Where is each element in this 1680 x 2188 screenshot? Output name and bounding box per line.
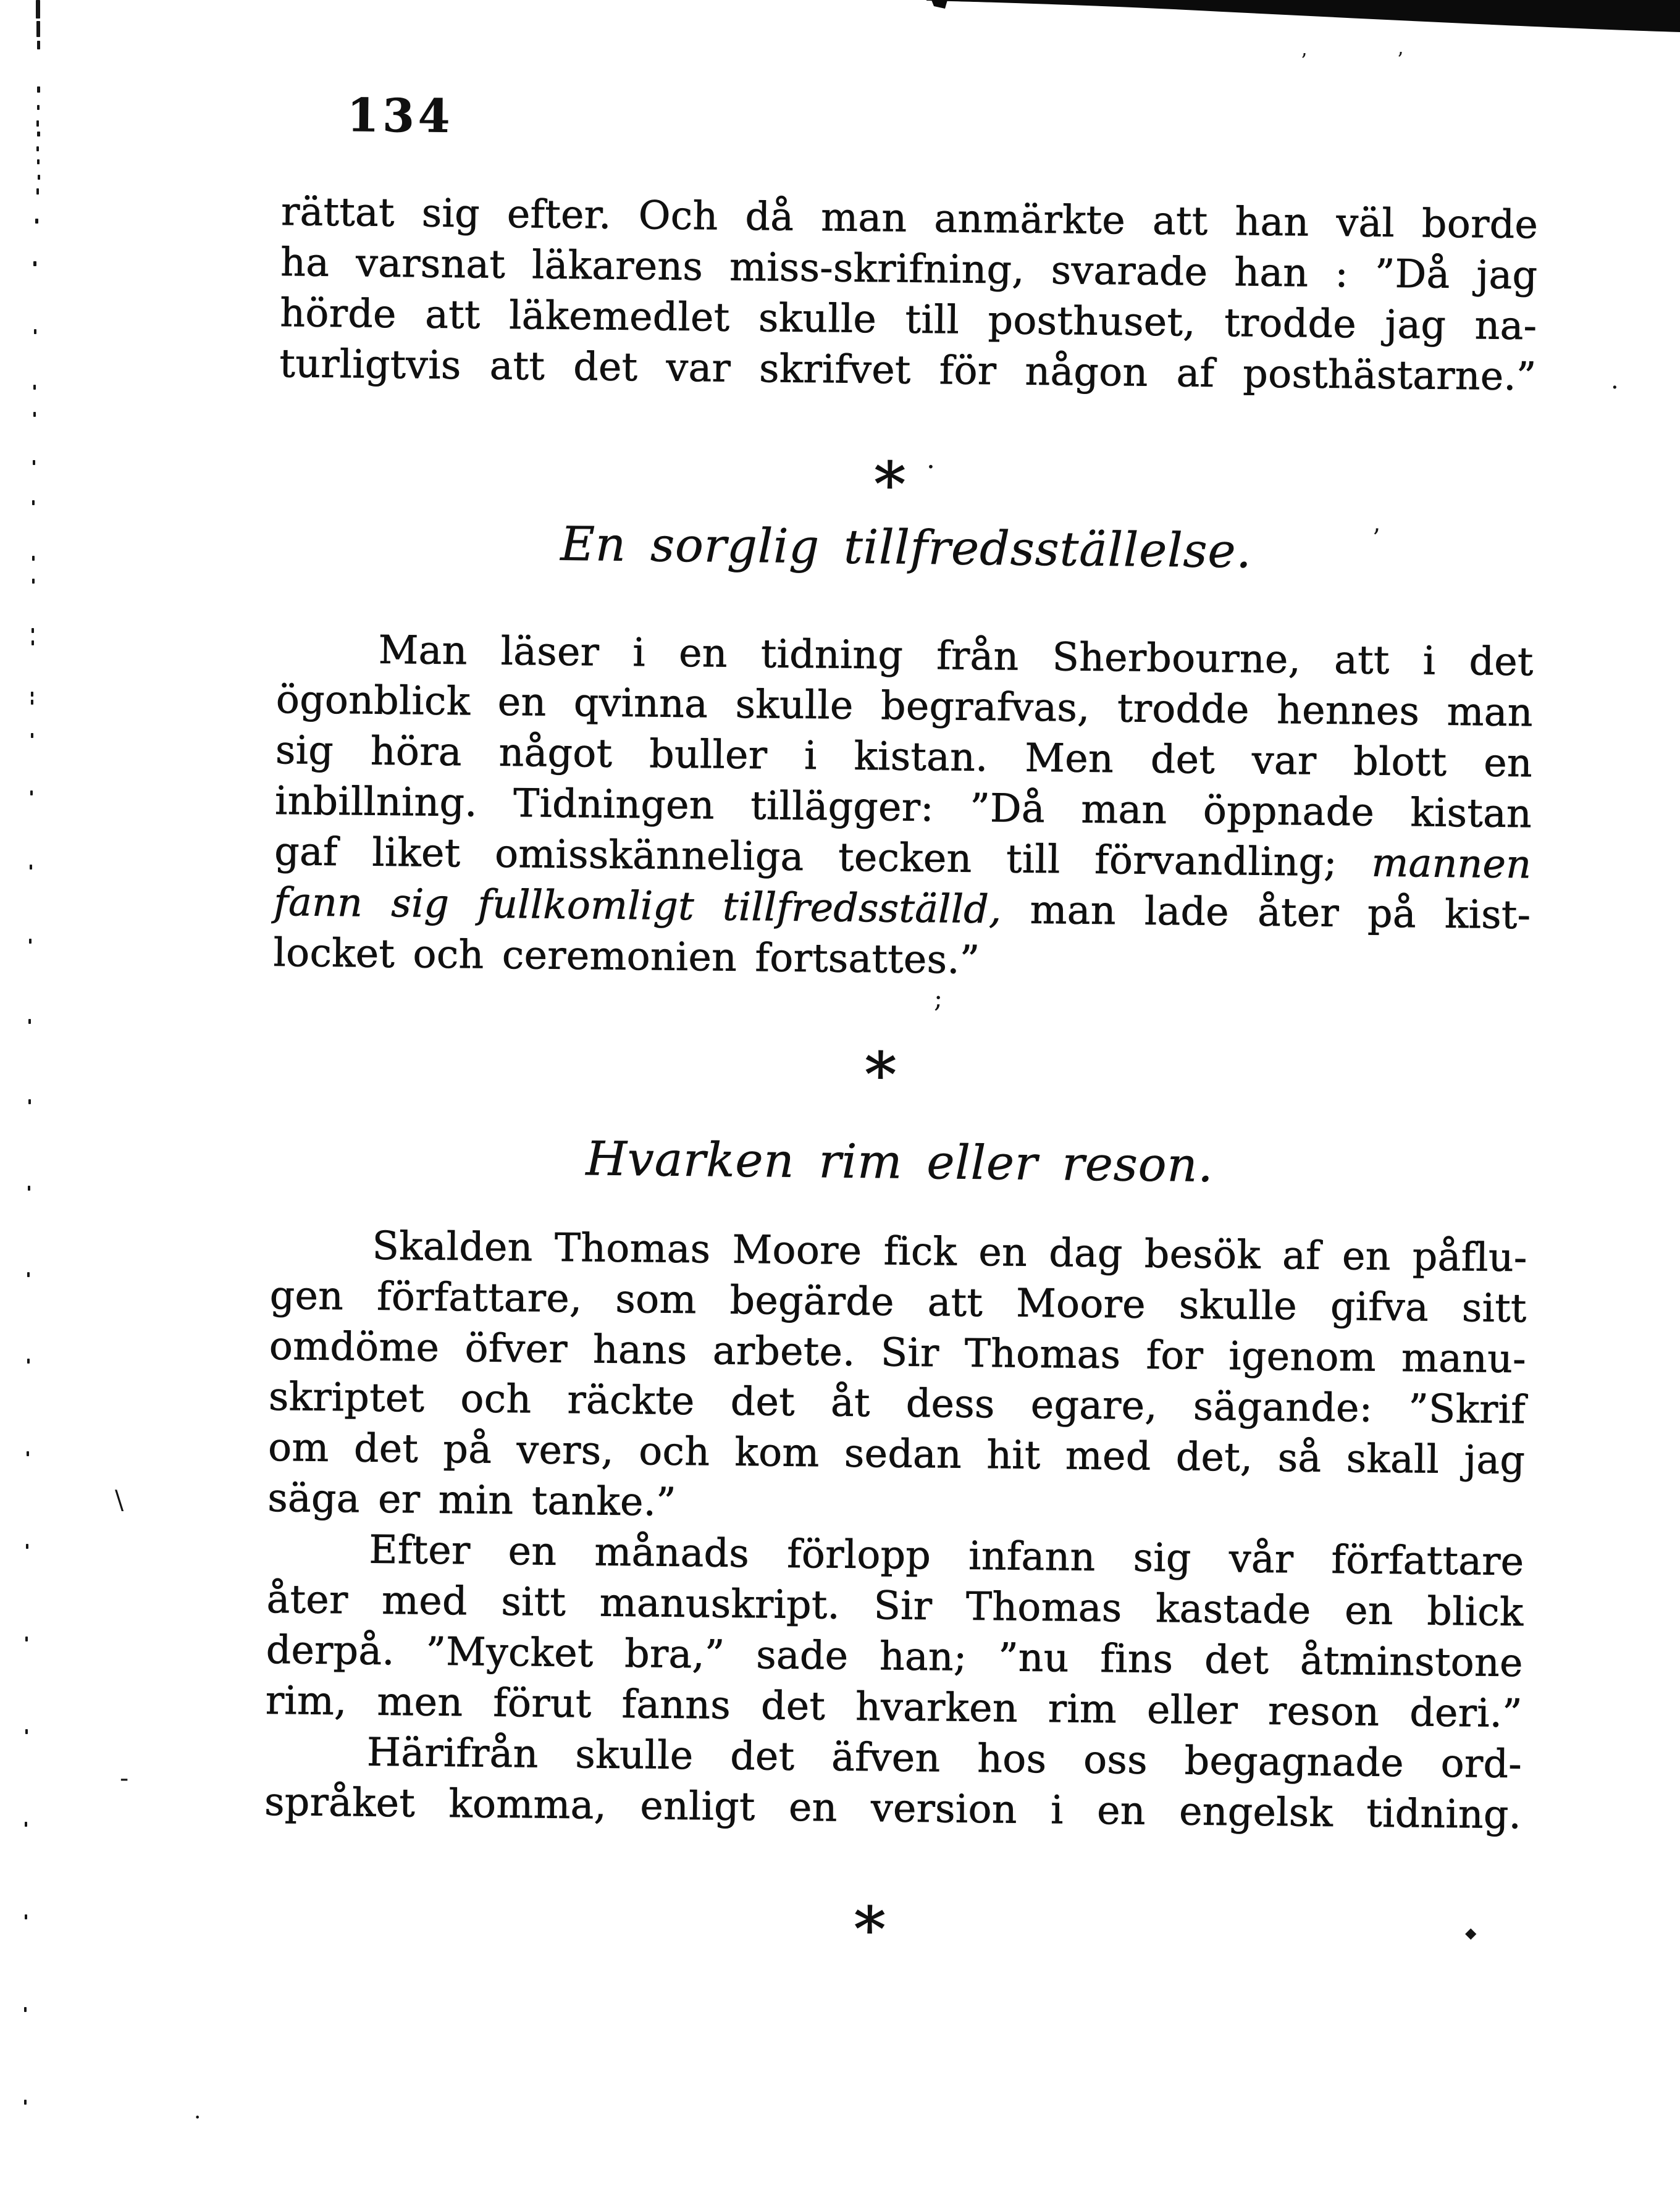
text-segment: omdöme öfver hans arbete. Sir Thomas for igenom manu- bbox=[269, 1323, 1527, 1382]
paragraph bbox=[264, 1726, 1522, 1840]
text-segment: hörde att läkemedlet skulle till posthuset, trodde jag na- bbox=[280, 290, 1537, 349]
scan-speck bbox=[28, 1186, 30, 1191]
text-segment: åter med sitt manuskript. Sir Thomas kastade en blick bbox=[266, 1576, 1524, 1635]
scan-mark: ’ bbox=[1372, 524, 1380, 553]
text-segment: Skalden Thomas Moore fick en dag besök af en påflu- bbox=[372, 1223, 1527, 1281]
scan-speck bbox=[36, 0, 40, 19]
text-segment: derpå. ”Mycket bra,” sade han; ”nu fins det åtminstone bbox=[266, 1627, 1524, 1686]
text-segment: gaf liket omisskänneliga tecken till förvandling; bbox=[274, 828, 1372, 886]
scan-speck bbox=[24, 2007, 27, 2012]
scan-speck bbox=[27, 1451, 29, 1456]
text-segment: språket komma, enligt en version i en engelsk tidning. bbox=[264, 1779, 1522, 1838]
scan-speck bbox=[36, 146, 39, 151]
text-segment: om det på vers, och kom sedan hit med det, så skall jag bbox=[267, 1424, 1526, 1483]
scan-speck bbox=[37, 105, 40, 110]
section-heading: Hvarken rim eller reson. bbox=[586, 1131, 1214, 1193]
asterisk-separator: * bbox=[865, 1038, 897, 1112]
scan-speck bbox=[36, 188, 39, 195]
scan-speck bbox=[35, 219, 38, 224]
asterisk-separator: * bbox=[874, 448, 906, 521]
text-segment: skriptet och räckte det åt dess egare, sägande: ”Skrif bbox=[268, 1373, 1526, 1433]
scan-mark: ◆ bbox=[1465, 1924, 1477, 1942]
paragraph bbox=[279, 187, 1538, 402]
text-segment: ögonblick en qvinna skulle begrafvas, trodde hennes man bbox=[275, 676, 1534, 736]
scan-speck bbox=[32, 640, 34, 645]
scan-speck bbox=[31, 733, 33, 738]
scan-speck bbox=[33, 261, 36, 266]
asterisk-separator: * bbox=[854, 1893, 886, 1966]
scan-speck bbox=[37, 41, 40, 49]
scan-speck bbox=[32, 628, 34, 633]
text-segment: sig höra något buller i kistan. Men det var blott en bbox=[275, 727, 1533, 786]
text-segment: rättat sig efter. Och då man anmärkte att han väl borde bbox=[280, 189, 1539, 248]
scan-speck bbox=[36, 120, 39, 127]
scan-speck bbox=[29, 939, 32, 944]
scan-speck bbox=[28, 1099, 31, 1104]
scan-speck bbox=[31, 692, 33, 697]
paragraph bbox=[266, 1524, 1524, 1739]
section-heading: En sorglig tillfredsställelse. bbox=[560, 516, 1253, 579]
scan-speck bbox=[38, 175, 40, 180]
italic-text-segment: mannen bbox=[1371, 840, 1532, 887]
scan-speck bbox=[33, 460, 35, 465]
scan-mark: ’ bbox=[1301, 49, 1308, 72]
scan-speck bbox=[32, 556, 35, 561]
text-segment: gen författare, som begärde att Moore skulle gifva sitt bbox=[269, 1272, 1527, 1331]
scan-speck bbox=[25, 1637, 28, 1641]
scan-speck bbox=[34, 329, 36, 334]
text-segment: Efter en månads förlopp infann sig vår författare bbox=[369, 1527, 1524, 1585]
scan-speck bbox=[37, 86, 40, 93]
scan-mark: - bbox=[120, 1763, 129, 1793]
paragraph bbox=[267, 1220, 1527, 1536]
text-segment: Härifrån skulle det äfven hos oss begagnade ord- bbox=[366, 1729, 1522, 1787]
scan-speck bbox=[28, 1019, 31, 1024]
scan-mark: \ bbox=[115, 1485, 124, 1515]
scan-speck bbox=[36, 21, 40, 37]
scan-speck bbox=[27, 1272, 30, 1277]
text-segment: locket och ceremonien fortsattes.” bbox=[273, 929, 980, 983]
scan-mark: · bbox=[1611, 374, 1619, 402]
scan-speck bbox=[32, 500, 35, 505]
scan-mark: ; bbox=[934, 983, 943, 1013]
scan-speck bbox=[26, 1544, 28, 1549]
text-segment: inbillning. Tidningen tillägger: ”Då man öppnade kistan bbox=[274, 778, 1532, 837]
scan-mark: · bbox=[926, 451, 935, 483]
scan-speck bbox=[25, 1822, 27, 1827]
scan-speck bbox=[37, 132, 40, 136]
scan-speck bbox=[27, 1359, 30, 1364]
scan-speck bbox=[37, 159, 40, 164]
scan-speck bbox=[33, 412, 36, 417]
italic-text-segment: fann sig fullkomligt tillfredsställd, bbox=[274, 879, 1002, 933]
scan-speck bbox=[33, 385, 36, 390]
scan-speck bbox=[32, 579, 35, 584]
text-segment: säga er min tanke.” bbox=[267, 1475, 677, 1525]
text-segment: turligtvis att det var skrifvet för någon af posthästarne.” bbox=[279, 340, 1537, 400]
scan-speck bbox=[25, 1729, 28, 1734]
scan-mark: · bbox=[194, 2105, 201, 2131]
text-segment: Man läser i en tidning från Sherbourne, att i det bbox=[378, 627, 1534, 685]
paragraph bbox=[273, 624, 1534, 991]
text-segment: ha varsnat läkarens miss-skrifning, svarade han : ”Då jag bbox=[280, 239, 1538, 298]
scan-speck bbox=[24, 2100, 27, 2105]
scan-speck bbox=[30, 865, 32, 870]
scan-speck bbox=[30, 790, 33, 795]
text-segment: man lade åter på kist- bbox=[1001, 887, 1531, 938]
text-segment: rim, men förut fanns det hvarken rim eller reson deri.” bbox=[265, 1677, 1523, 1737]
scan-speck bbox=[25, 1914, 27, 1919]
scan-mark: ’ bbox=[1397, 48, 1404, 71]
scan-speck bbox=[31, 700, 33, 705]
page-number: 134 bbox=[346, 89, 454, 143]
